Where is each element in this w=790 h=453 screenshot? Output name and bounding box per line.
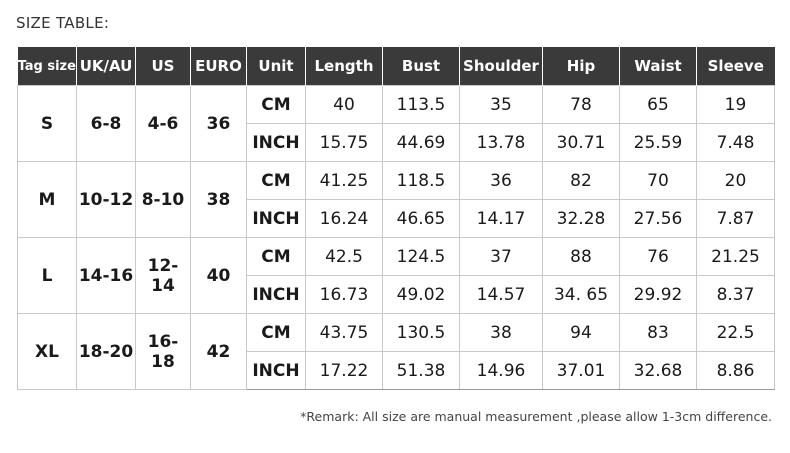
column-header: Shoulder (460, 47, 543, 86)
unit-cell: CM (247, 238, 306, 276)
measurement-cell: 65 (620, 86, 697, 124)
measurement-cell: 88 (543, 238, 620, 276)
measurement-cell: 44.69 (383, 124, 460, 162)
uk-au-cell: 10-12 (77, 162, 136, 238)
measurement-cell: 113.5 (383, 86, 460, 124)
measurement-cell: 40 (306, 86, 383, 124)
table-row (18, 162, 775, 200)
measurement-cell: 76 (620, 238, 697, 276)
column-header: US (136, 47, 191, 86)
unit-cell: CM (247, 162, 306, 200)
measurement-cell: 32.68 (620, 352, 697, 390)
header-row (18, 47, 775, 86)
measurement-cell: 19 (697, 86, 775, 124)
measurement-cell: 83 (620, 314, 697, 352)
uk-au-cell: 6-8 (77, 86, 136, 162)
measurement-cell: 14.17 (460, 200, 543, 238)
measurement-cell: 78 (543, 86, 620, 124)
size-table (17, 47, 775, 390)
table-body (18, 86, 775, 390)
column-header: Waist (620, 47, 697, 86)
tag-size-cell: XL (18, 314, 77, 390)
measurement-cell: 14.96 (460, 352, 543, 390)
measurement-cell: 14.57 (460, 276, 543, 314)
measurement-cell: 8.86 (697, 352, 775, 390)
column-header: Hip (543, 47, 620, 86)
measurement-cell: 21.25 (697, 238, 775, 276)
unit-cell: INCH (247, 124, 306, 162)
unit-cell: CM (247, 86, 306, 124)
measurement-cell: 124.5 (383, 238, 460, 276)
column-header: Unit (247, 47, 306, 86)
table-row (18, 314, 775, 352)
unit-cell: INCH (247, 352, 306, 390)
euro-cell: 36 (191, 86, 247, 162)
uk-au-cell: 18-20 (77, 314, 136, 390)
measurement-cell: 70 (620, 162, 697, 200)
measurement-cell: 7.48 (697, 124, 775, 162)
column-header: Bust (383, 47, 460, 86)
column-header: UK/AU (77, 47, 136, 86)
measurement-cell: 94 (543, 314, 620, 352)
unit-cell: CM (247, 314, 306, 352)
measurement-cell: 29.92 (620, 276, 697, 314)
column-header: Tag size (18, 47, 77, 86)
measurement-cell: 16.73 (306, 276, 383, 314)
measurement-cell: 37.01 (543, 352, 620, 390)
tag-size-cell: M (18, 162, 77, 238)
measurement-cell: 15.75 (306, 124, 383, 162)
column-header: EURO (191, 47, 247, 86)
measurement-cell: 22.5 (697, 314, 775, 352)
measurement-cell: 8.37 (697, 276, 775, 314)
measurement-cell: 43.75 (306, 314, 383, 352)
measurement-cell: 27.56 (620, 200, 697, 238)
euro-cell: 38 (191, 162, 247, 238)
measurement-cell: 17.22 (306, 352, 383, 390)
measurement-cell: 41.25 (306, 162, 383, 200)
measurement-cell: 118.5 (383, 162, 460, 200)
table-row (18, 86, 775, 124)
euro-cell: 42 (191, 314, 247, 390)
measurement-cell: 7.87 (697, 200, 775, 238)
measurement-cell: 37 (460, 238, 543, 276)
measurement-cell: 34. 65 (543, 276, 620, 314)
uk-au-cell: 14-16 (77, 238, 136, 314)
measurement-cell: 35 (460, 86, 543, 124)
table-row (18, 238, 775, 276)
page-title: SIZE TABLE: (16, 14, 110, 32)
measurement-cell: 32.28 (543, 200, 620, 238)
measurement-cell: 13.78 (460, 124, 543, 162)
us-cell: 12-14 (136, 238, 191, 314)
measurement-cell: 51.38 (383, 352, 460, 390)
column-header: Length (306, 47, 383, 86)
measurement-cell: 25.59 (620, 124, 697, 162)
tag-size-cell: S (18, 86, 77, 162)
tag-size-cell: L (18, 238, 77, 314)
measurement-cell: 130.5 (383, 314, 460, 352)
measurement-cell: 82 (543, 162, 620, 200)
measurement-cell: 38 (460, 314, 543, 352)
measurement-cell: 49.02 (383, 276, 460, 314)
measurement-cell: 20 (697, 162, 775, 200)
measurement-cell: 16.24 (306, 200, 383, 238)
remark-note: *Remark: All size are manual measurement ,please allow 1-3cm difference. (300, 409, 772, 424)
us-cell: 16-18 (136, 314, 191, 390)
unit-cell: INCH (247, 276, 306, 314)
measurement-cell: 42.5 (306, 238, 383, 276)
unit-cell: INCH (247, 200, 306, 238)
us-cell: 8-10 (136, 162, 191, 238)
euro-cell: 40 (191, 238, 247, 314)
measurement-cell: 46.65 (383, 200, 460, 238)
us-cell: 4-6 (136, 86, 191, 162)
measurement-cell: 30.71 (543, 124, 620, 162)
column-header: Sleeve (697, 47, 775, 86)
measurement-cell: 36 (460, 162, 543, 200)
